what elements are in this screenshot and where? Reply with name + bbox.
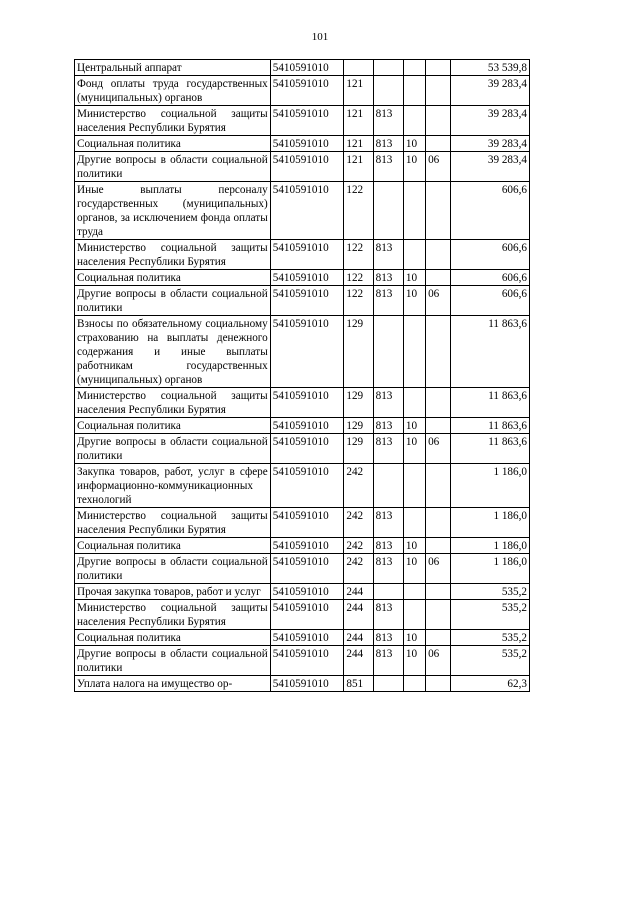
- amount-cell: 11 863,6: [451, 388, 530, 418]
- target-article-cell: 5410591010: [270, 584, 344, 600]
- subsection-cell: 06: [426, 286, 451, 316]
- target-article-cell: 5410591010: [270, 182, 344, 240]
- expense-type-cell: [344, 60, 373, 76]
- ministry-code-cell: 813: [373, 554, 403, 584]
- ministry-code-cell: 813: [373, 270, 403, 286]
- subsection-cell: [426, 136, 451, 152]
- expense-name-cell: Министерство социальной защиты населения Республики Бурятия: [75, 600, 271, 630]
- table-row: [75, 676, 530, 692]
- section-cell: 10: [403, 554, 425, 584]
- amount-cell: 1 186,0: [451, 464, 530, 508]
- section-cell: 10: [403, 630, 425, 646]
- amount-cell: 11 863,6: [451, 434, 530, 464]
- section-cell: 10: [403, 286, 425, 316]
- subsection-cell: [426, 388, 451, 418]
- subsection-cell: [426, 60, 451, 76]
- section-cell: 10: [403, 646, 425, 676]
- subsection-cell: 06: [426, 434, 451, 464]
- expense-type-cell: 244: [344, 600, 373, 630]
- section-cell: 10: [403, 418, 425, 434]
- budget-table: [74, 59, 530, 692]
- expense-name-cell: Социальная политика: [75, 538, 271, 554]
- ministry-code-cell: 813: [373, 240, 403, 270]
- target-article-cell: 5410591010: [270, 676, 344, 692]
- target-article-cell: 5410591010: [270, 240, 344, 270]
- expense-type-cell: 242: [344, 508, 373, 538]
- ministry-code-cell: 813: [373, 434, 403, 464]
- ministry-code-cell: [373, 464, 403, 508]
- target-article-cell: 5410591010: [270, 508, 344, 538]
- subsection-cell: [426, 182, 451, 240]
- ministry-code-cell: [373, 584, 403, 600]
- ministry-code-cell: 813: [373, 152, 403, 182]
- expense-type-cell: 121: [344, 152, 373, 182]
- subsection-cell: [426, 600, 451, 630]
- table-row: [75, 136, 530, 152]
- amount-cell: 606,6: [451, 286, 530, 316]
- section-cell: 10: [403, 152, 425, 182]
- table-row: [75, 646, 530, 676]
- expense-type-cell: 129: [344, 388, 373, 418]
- table-row: [75, 600, 530, 630]
- table-row: [75, 270, 530, 286]
- subsection-cell: [426, 508, 451, 538]
- subsection-cell: [426, 630, 451, 646]
- expense-type-cell: 122: [344, 182, 373, 240]
- subsection-cell: [426, 464, 451, 508]
- subsection-cell: [426, 106, 451, 136]
- amount-cell: 39 283,4: [451, 136, 530, 152]
- amount-cell: 39 283,4: [451, 76, 530, 106]
- table-row: [75, 182, 530, 240]
- section-cell: [403, 600, 425, 630]
- amount-cell: 606,6: [451, 240, 530, 270]
- target-article-cell: 5410591010: [270, 434, 344, 464]
- subsection-cell: 06: [426, 152, 451, 182]
- table-row: [75, 584, 530, 600]
- ministry-code-cell: 813: [373, 286, 403, 316]
- amount-cell: 535,2: [451, 646, 530, 676]
- expense-type-cell: 242: [344, 464, 373, 508]
- ministry-code-cell: 813: [373, 136, 403, 152]
- subsection-cell: [426, 76, 451, 106]
- target-article-cell: 5410591010: [270, 418, 344, 434]
- table-row: [75, 434, 530, 464]
- expense-name-cell: Иные выплаты персоналу государственных (муниципальных) органов, за исключением фонда оплаты труда: [75, 182, 271, 240]
- section-cell: 10: [403, 270, 425, 286]
- subsection-cell: [426, 240, 451, 270]
- subsection-cell: [426, 316, 451, 388]
- ministry-code-cell: 813: [373, 106, 403, 136]
- expense-name-cell: Прочая закупка товаров, работ и услуг: [75, 584, 271, 600]
- amount-cell: 39 283,4: [451, 106, 530, 136]
- expense-name-cell: Другие вопросы в области социальной политики: [75, 434, 271, 464]
- expense-type-cell: 244: [344, 630, 373, 646]
- ministry-code-cell: [373, 60, 403, 76]
- expense-name-cell: Социальная политика: [75, 136, 271, 152]
- expense-name-cell: Министерство социальной защиты населения Республики Бурятия: [75, 240, 271, 270]
- section-cell: [403, 182, 425, 240]
- expense-name-cell: Другие вопросы в области социальной политики: [75, 554, 271, 584]
- amount-cell: 606,6: [451, 270, 530, 286]
- section-cell: 10: [403, 434, 425, 464]
- amount-cell: 1 186,0: [451, 538, 530, 554]
- ministry-code-cell: 813: [373, 508, 403, 538]
- subsection-cell: [426, 270, 451, 286]
- expense-type-cell: 244: [344, 584, 373, 600]
- ministry-code-cell: [373, 76, 403, 106]
- section-cell: [403, 584, 425, 600]
- subsection-cell: [426, 538, 451, 554]
- ministry-code-cell: 813: [373, 600, 403, 630]
- target-article-cell: 5410591010: [270, 538, 344, 554]
- table-row: [75, 286, 530, 316]
- amount-cell: 39 283,4: [451, 152, 530, 182]
- section-cell: [403, 508, 425, 538]
- expense-type-cell: 121: [344, 136, 373, 152]
- page-number: 101: [311, 31, 329, 43]
- amount-cell: 11 863,6: [451, 418, 530, 434]
- subsection-cell: 06: [426, 554, 451, 584]
- section-cell: 10: [403, 538, 425, 554]
- table-row: [75, 388, 530, 418]
- ministry-code-cell: 813: [373, 538, 403, 554]
- expense-name-cell: Взносы по обязательному социальному страхованию на выплаты денежного содержания и иные выплаты работникам государственных (муниципальных) органов: [75, 316, 271, 388]
- target-article-cell: 5410591010: [270, 136, 344, 152]
- amount-cell: 606,6: [451, 182, 530, 240]
- ministry-code-cell: [373, 676, 403, 692]
- table-row: [75, 152, 530, 182]
- expense-type-cell: 244: [344, 646, 373, 676]
- expense-name-cell: Другие вопросы в области социальной политики: [75, 286, 271, 316]
- amount-cell: 1 186,0: [451, 508, 530, 538]
- target-article-cell: 5410591010: [270, 60, 344, 76]
- target-article-cell: 5410591010: [270, 646, 344, 676]
- ministry-code-cell: 813: [373, 388, 403, 418]
- subsection-cell: 06: [426, 646, 451, 676]
- ministry-code-cell: 813: [373, 418, 403, 434]
- target-article-cell: 5410591010: [270, 76, 344, 106]
- amount-cell: 535,2: [451, 600, 530, 630]
- table-row: [75, 418, 530, 434]
- expense-name-cell: Социальная политика: [75, 418, 271, 434]
- expense-type-cell: 129: [344, 418, 373, 434]
- expense-type-cell: 121: [344, 106, 373, 136]
- expense-name-cell: Уплата налога на имущество ор-: [75, 676, 271, 692]
- expense-type-cell: 121: [344, 76, 373, 106]
- ministry-code-cell: [373, 316, 403, 388]
- section-cell: [403, 76, 425, 106]
- expense-name-cell: Министерство социальной защиты населения Республики Бурятия: [75, 388, 271, 418]
- section-cell: [403, 240, 425, 270]
- amount-cell: 1 186,0: [451, 554, 530, 584]
- target-article-cell: 5410591010: [270, 152, 344, 182]
- expense-name-cell: Другие вопросы в области социальной политики: [75, 152, 271, 182]
- expense-type-cell: 122: [344, 286, 373, 316]
- target-article-cell: 5410591010: [270, 554, 344, 584]
- target-article-cell: 5410591010: [270, 600, 344, 630]
- section-cell: [403, 464, 425, 508]
- table-row: [75, 464, 530, 508]
- expense-type-cell: 122: [344, 240, 373, 270]
- expense-name-cell: Центральный аппарат: [75, 60, 271, 76]
- section-cell: 10: [403, 136, 425, 152]
- expense-name-cell: Министерство социальной защиты населения Республики Бурятия: [75, 106, 271, 136]
- ministry-code-cell: 813: [373, 646, 403, 676]
- table-row: [75, 316, 530, 388]
- subsection-cell: [426, 418, 451, 434]
- amount-cell: 11 863,6: [451, 316, 530, 388]
- expense-type-cell: 129: [344, 434, 373, 464]
- section-cell: [403, 316, 425, 388]
- target-article-cell: 5410591010: [270, 286, 344, 316]
- amount-cell: 62,3: [451, 676, 530, 692]
- target-article-cell: 5410591010: [270, 106, 344, 136]
- section-cell: [403, 60, 425, 76]
- budget-table-body: [75, 60, 530, 692]
- section-cell: [403, 676, 425, 692]
- expense-type-cell: 242: [344, 554, 373, 584]
- expense-type-cell: 129: [344, 316, 373, 388]
- table-row: [75, 554, 530, 584]
- table-row: [75, 240, 530, 270]
- subsection-cell: [426, 676, 451, 692]
- target-article-cell: 5410591010: [270, 630, 344, 646]
- table-row: [75, 630, 530, 646]
- amount-cell: 53 539,8: [451, 60, 530, 76]
- expense-name-cell: Социальная политика: [75, 270, 271, 286]
- expense-type-cell: 242: [344, 538, 373, 554]
- target-article-cell: 5410591010: [270, 270, 344, 286]
- amount-cell: 535,2: [451, 630, 530, 646]
- table-row: [75, 60, 530, 76]
- expense-name-cell: Другие вопросы в области социальной политики: [75, 646, 271, 676]
- table-row: [75, 508, 530, 538]
- expense-name-cell: Министерство социальной защиты населения Республики Бурятия: [75, 508, 271, 538]
- target-article-cell: 5410591010: [270, 388, 344, 418]
- ministry-code-cell: [373, 182, 403, 240]
- expense-name-cell: Закупка товаров, работ, услуг в сфере информационно-коммуникационных технологий: [75, 464, 271, 508]
- target-article-cell: 5410591010: [270, 464, 344, 508]
- target-article-cell: 5410591010: [270, 316, 344, 388]
- amount-cell: 535,2: [451, 584, 530, 600]
- ministry-code-cell: 813: [373, 630, 403, 646]
- section-cell: [403, 388, 425, 418]
- subsection-cell: [426, 584, 451, 600]
- table-row: [75, 538, 530, 554]
- table-row: [75, 106, 530, 136]
- table-row: [75, 76, 530, 106]
- expense-name-cell: Социальная политика: [75, 630, 271, 646]
- expense-type-cell: 851: [344, 676, 373, 692]
- expense-name-cell: Фонд оплаты труда государственных (муниципальных) органов: [75, 76, 271, 106]
- section-cell: [403, 106, 425, 136]
- expense-type-cell: 122: [344, 270, 373, 286]
